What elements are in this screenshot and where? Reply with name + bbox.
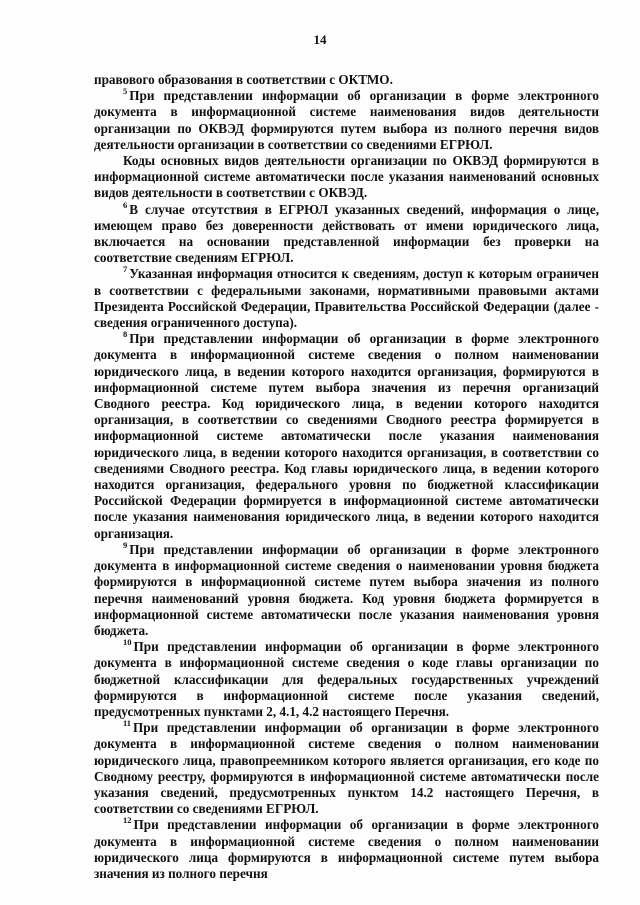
footnote-number: 7 xyxy=(123,264,128,275)
footnote-5 xyxy=(94,88,599,153)
footnote-number: 8 xyxy=(123,329,128,340)
footnote-number: 6 xyxy=(123,199,128,210)
footnote-text: Указанная информация относится к сведениям, доступ к которым ограничен в соответствии с федеральными законами, нормативными правовыми актами Президента Российской Федерации, Правительства Российской Федерации (далее - сведения ограниченного доступа). xyxy=(94,266,599,331)
paragraph-text: Коды основных видов деятельности организации по ОКВЭД формируются в информационной системе автоматически после указания наименований основных видов деятельности в соответствии с ОКВЭД. xyxy=(94,153,599,201)
footnote-10 xyxy=(94,639,599,720)
footnote-7 xyxy=(94,266,599,331)
footnote-12 xyxy=(94,817,599,882)
footnote-text: При представлении информации об организации в форме электронного документа в информационной системе сведения о полном наименовании юридического лица, правопреемником которого является организация, его коде по Сводному реестру, формируются в информационной системе автоматически после указания сведений, предусмотренных пунктом 14.2 настоящего Перечня, в соответствии со сведениями ЕГРЮЛ. xyxy=(94,720,599,817)
footnote-9 xyxy=(94,539,599,639)
page-number: 14 xyxy=(313,32,327,47)
paragraph-text: правового образования в соответствии с ОКТМО. xyxy=(94,72,393,87)
paragraph-okved-codes xyxy=(94,153,599,202)
footnote-6 xyxy=(94,199,599,267)
footnote-text: При представлении информации об организации в форме электронного документа в информационной системе наименования видов деятельности организации по ОКВЭД формируются путем выбора из полного перечня видов деятельности организации в соответствии со сведениями ЕГРЮЛ. xyxy=(94,88,599,152)
paragraph-continuation xyxy=(94,72,599,88)
footnote-number: 9 xyxy=(123,539,128,550)
footnote-number: 10 xyxy=(123,637,132,648)
footnote-number: 5 xyxy=(123,86,128,97)
footnote-8 xyxy=(94,331,599,542)
footnote-number: 11 xyxy=(123,718,132,729)
footnote-11 xyxy=(94,720,599,817)
footnote-text: При представлении информации об организации в форме электронного документа в информационной системе сведения о коде главы организации по бюджетной классификации для федеральных государственных учреждений формируются в информационной системе после указания сведений, предусмотренных пунктами 2, 4.1, 4.2 настоящего Перечня. xyxy=(94,639,599,719)
footnote-text: При представлении информации об организации в форме электронного документа в информационной системе сведения о наименовании уровня бюджета формируются в информационной системе путем выбора значения из полного перечня наименований уровня бюджета. Код уровня бюджета формируется в информационной системе автоматически после указания наименования уровня бюджета. xyxy=(94,541,599,638)
footnote-text: При представлении информации об организации в форме электронного документа в информационной системе сведения о полном наименовании юридического лица, в ведении которого находится организация, формируются в информационной системе путем выбора значения из перечня организаций Сводного реестра. Код юридического лица, в ведении которого находится организация, в соответствии со сведениями Сводного реестра формируется в информационной системе автоматически после указания наименования юридического лица, в ведении которого находится организация, в соответствии со сведениями Сводного реестра. Код главы юридического лица, в ведении которого находится организация, федерального уровня по бюджетной классификации Российской Федерации формируется в информационной системе автоматически после указания наименования юридического лица, в ведении которого находится организация. xyxy=(94,331,599,541)
footnote-text: В случае отсутствия в ЕГРЮЛ указанных сведений, информация о лице, имеющем право без доверенности действовать от имени юридического лица, включается на основании представленной информации без проверки на соответствие сведениям ЕГРЮЛ. xyxy=(94,201,599,266)
footnote-number: 12 xyxy=(123,815,132,826)
document-body xyxy=(94,72,599,882)
footnote-text: При представлении информации об организации в форме электронного документа в информационной системе сведения о полном наименовании юридического лица формируются в информационной системе путем выбора значения из полного перечня xyxy=(94,817,599,881)
